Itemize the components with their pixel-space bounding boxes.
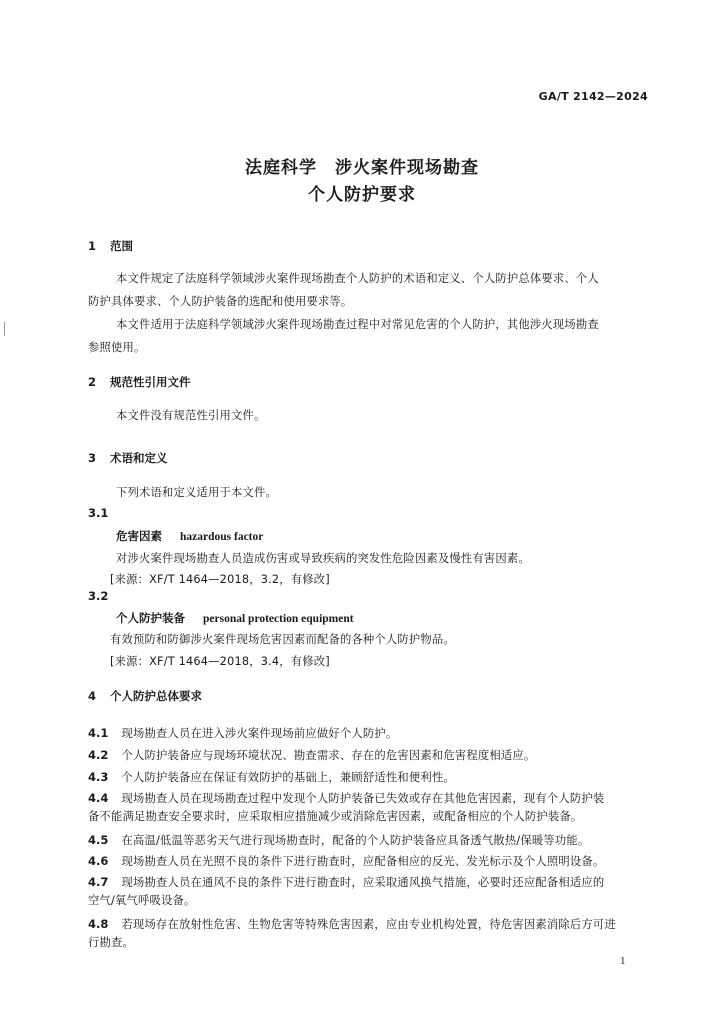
clause-number: 4.1	[88, 726, 109, 740]
section-heading-2	[88, 374, 191, 390]
term-source: [来源：XF/T 1464—2018，3.4，有修改]	[110, 655, 330, 668]
section-heading-3	[88, 450, 168, 466]
clause-text: 现场勘查人员在通风不良的条件下进行勘查时，应采取通风换气措施，必要时还应配备相适应的	[121, 876, 605, 889]
clause-4-2	[88, 744, 535, 763]
paragraph-line: 下列术语和定义适用于本文件。	[116, 486, 277, 499]
clause-4-1	[88, 722, 397, 741]
clause-number: 4.5	[88, 833, 109, 847]
section-number: 1	[88, 239, 97, 253]
clause-continuation: 空气/氧气呼吸设备。	[88, 894, 196, 907]
clause-number: 4.6	[88, 854, 109, 868]
paragraph-line: 本文件没有规范性引用文件。	[116, 409, 266, 422]
clause-4-4	[88, 787, 604, 806]
term-english: hazardous factor	[180, 531, 264, 543]
term-chinese: 个人防护装备	[116, 611, 185, 625]
clause-continuation: 行勘查。	[88, 936, 134, 949]
clause-4-8	[88, 913, 616, 932]
term-chinese: 危害因素	[116, 529, 162, 543]
term-number: 3.2	[88, 589, 109, 603]
clause-text: 个人防护装备应与现场环境状况、勘查需求、存在的危害因素和危害程度相适应。	[121, 749, 536, 762]
clause-number: 4.3	[88, 770, 109, 784]
section-number: 4	[88, 689, 97, 703]
section-title: 术语和定义	[110, 451, 168, 465]
clause-number: 4.8	[88, 917, 109, 931]
section-number: 2	[88, 375, 97, 389]
document-title: 法庭科学 涉火案件现场勘查	[245, 158, 479, 178]
clause-text: 个人防护装备应在保证有效防护的基础上，兼顾舒适性和便利性。	[121, 771, 455, 784]
section-title: 个人防护总体要求	[110, 689, 202, 703]
clause-number: 4.4	[88, 791, 109, 805]
clause-text: 若现场存在放射性危害、生物危害等特殊危害因素，应由专业机构处置，待危害因素消除后方可进	[121, 918, 616, 931]
clause-number: 4.2	[88, 748, 109, 762]
scan-edge-mark	[4, 322, 5, 336]
page-number: 1	[620, 955, 626, 967]
clause-4-5	[88, 829, 589, 848]
section-heading-1	[88, 238, 133, 254]
term-heading	[116, 528, 263, 544]
term-definition: 有效预防和防御涉火案件现场危害因素而配备的各种个人防护物品。	[110, 633, 455, 646]
term-source: [来源：XF/T 1464—2018，3.2，有修改]	[110, 573, 330, 586]
clause-text: 现场勘查人员在现场勘查过程中发现个人防护装备已失效或存在其他危害因素，现有个人防护装	[121, 792, 605, 805]
term-definition: 对涉火案件现场勘查人员造成伤害或导致疾病的突发性危险因素及慢性有害因素。	[116, 552, 530, 565]
standard-code: GA/T 2142—2024	[538, 90, 648, 103]
clause-text: 在高温/低温等恶劣天气进行现场勘查时，配备的个人防护装备应具备透气散热/保暖等功能。	[121, 834, 590, 847]
clause-number: 4.7	[88, 875, 109, 889]
paragraph-line: 参照使用。	[88, 341, 146, 354]
document-subtitle: 个人防护要求	[308, 185, 416, 205]
clause-text: 现场勘查人员在进入涉火案件现场前应做好个人防护。	[121, 727, 398, 740]
term-heading	[116, 610, 354, 626]
paragraph-line: 防护具体要求、个人防护装备的选配和使用要求等。	[88, 295, 353, 308]
clause-4-7	[88, 871, 604, 890]
section-heading-4	[88, 688, 202, 704]
section-number: 3	[88, 451, 97, 465]
term-number: 3.1	[88, 506, 109, 520]
section-title: 范围	[110, 239, 133, 253]
clause-text: 现场勘查人员在光照不良的条件下进行勘查时，应配备相应的反光、发光标示及个人照明设备。	[121, 855, 605, 868]
clause-continuation: 备不能满足勘查安全要求时，应采取相应措施减少或消除危害因素，或配备相应的个人防护装备。	[88, 810, 583, 823]
paragraph-line: 本文件规定了法庭科学领域涉火案件现场勘查个人防护的术语和定义、个人防护总体要求、个人	[116, 272, 599, 285]
clause-4-3	[88, 766, 455, 785]
term-english: personal protection equipment	[203, 613, 354, 625]
paragraph-line: 本文件适用于法庭科学领域涉火案件现场勘查过程中对常见危害的个人防护，其他涉火现场勘查	[116, 318, 599, 331]
clause-4-6	[88, 850, 604, 869]
section-title: 规范性引用文件	[110, 375, 191, 389]
